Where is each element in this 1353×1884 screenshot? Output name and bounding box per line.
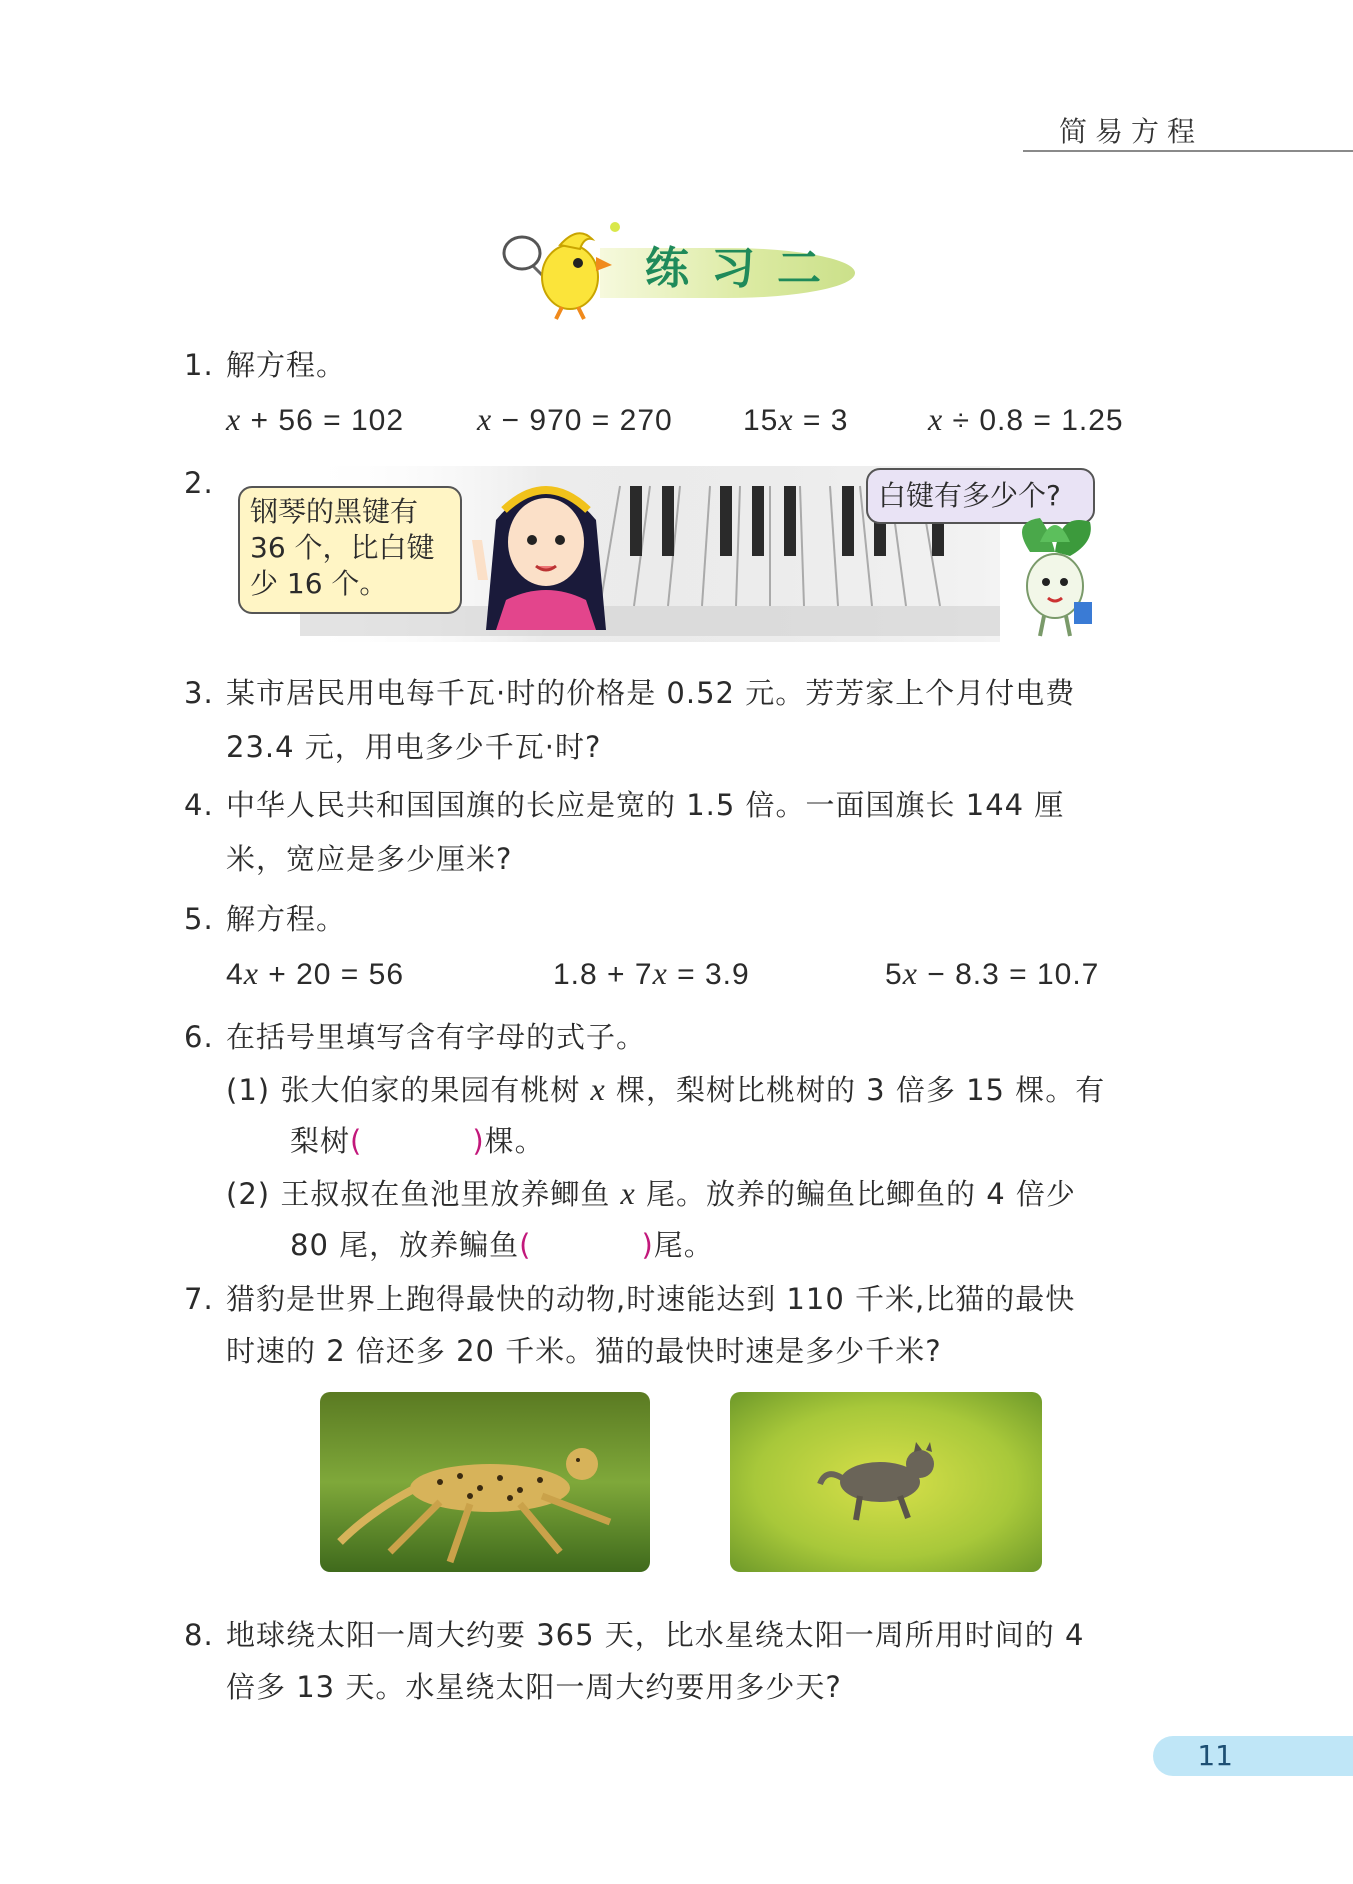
q6-sub1-line-2: 梨树( )棵。 [290,1124,545,1158]
q8-number: 8. [184,1618,214,1652]
chick-mascot-icon [500,215,620,325]
q1-number: 1. [184,348,214,382]
q8-line-2: 倍多 13 天。水星绕太阳一周大约要用多少天? [226,1670,842,1704]
cheetah-photo [320,1392,650,1572]
bubble-left-line-2: 36 个，比白键 [250,531,435,564]
chapter-header [1023,110,1353,152]
q1-eq1: x + 56 = 102 [226,401,405,437]
q5-eq1: 4x + 20 = 56 [226,955,405,991]
q5-eq2: 1.8 + 7x = 3.9 [553,955,750,991]
radish-character-icon [1000,512,1110,642]
q6-sub2-line-1: (2) 王叔叔在鱼池里放养鲫鱼 x 尾。放养的鳊鱼比鲫鱼的 4 倍少 [226,1175,1076,1211]
q2-number: 2. [184,466,214,500]
q6-sub1-line-1: (1) 张大伯家的果园有桃树 x 棵，梨树比桃树的 3 倍多 15 棵。有 [226,1071,1106,1107]
q4-number: 4. [184,788,214,822]
girl-character-icon [456,470,636,630]
exercise-title: 练习二 [645,243,843,294]
q6-number: 6. [184,1020,214,1054]
bubble-left-line-1: 钢琴的黑键有 [250,495,419,528]
q8-line-1: 地球绕太阳一周大约要 365 天，比水星绕太阳一周所用时间的 4 [226,1618,1085,1652]
q5-text: 解方程。 [226,902,347,936]
q7-line-1: 猎豹是世界上跑得最快的动物,时速能达到 110 千米,比猫的最快 [226,1282,1076,1316]
chapter-title: 简易方程 [1059,115,1204,148]
cat-photo [730,1392,1042,1572]
q5-eq3: 5x − 8.3 = 10.7 [885,955,1100,991]
q1-eq4: x ÷ 0.8 = 1.25 [928,401,1124,437]
q6-sub2-line-2: 80 尾，放养鳊鱼( )尾。 [290,1228,714,1262]
q7-line-2: 时速的 2 倍还多 20 千米。猫的最快时速是多少千米? [226,1334,942,1368]
q3-line-2: 23.4 元，用电多少千瓦·时? [226,730,602,764]
bubble-left-line-3: 少 16 个。 [250,567,388,600]
q7-number: 7. [184,1282,214,1316]
speech-bubble-black-keys [238,486,462,614]
page-number-tab [1153,1736,1353,1776]
q4-line-2: 米，宽应是多少厘米? [226,842,513,876]
q1-text: 解方程。 [226,348,347,382]
page-number: 11 [1197,1739,1233,1772]
bubble-right-text: 白键有多少个? [878,479,1061,512]
q4-line-1: 中华人民共和国国旗的长应是宽的 1.5 倍。一面国旗长 144 厘 [226,788,1065,822]
q1-eq3: 15x = 3 [743,401,849,437]
q1-eq2: x − 970 = 270 [477,401,673,437]
q6-text: 在括号里填写含有字母的式子。 [226,1020,647,1054]
q5-number: 5. [184,902,214,936]
q3-line-1: 某市居民用电每千瓦·时的价格是 0.52 元。芳芳家上个月付电费 [226,676,1076,710]
q3-number: 3. [184,676,214,710]
